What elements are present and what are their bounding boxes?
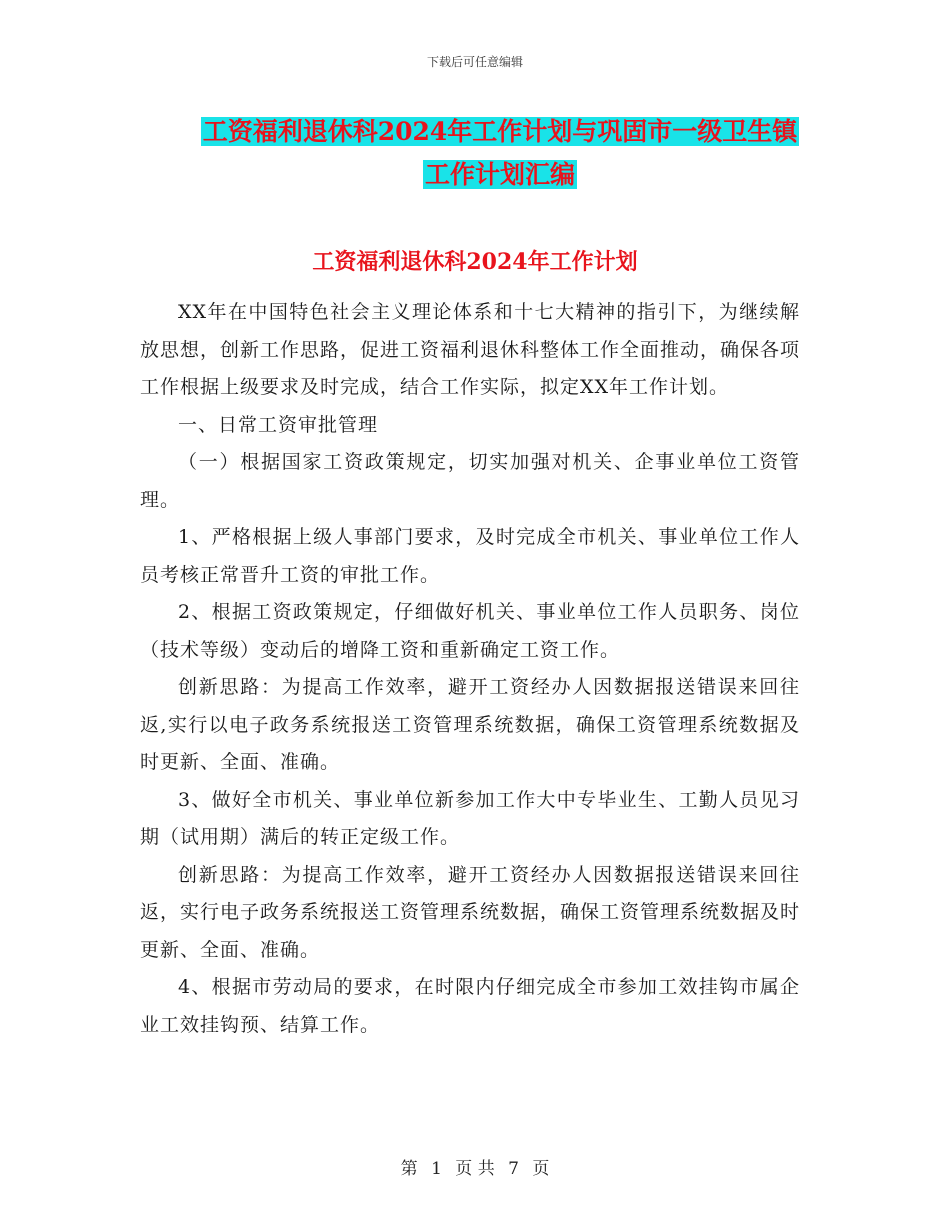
section-title: 工资福利退休科2024年工作计划	[312, 249, 638, 275]
footer-prefix: 第	[400, 1159, 418, 1179]
paragraph-item-3: 3、做好全市机关、事业单位新参加工作大中专毕业生、工勤人员见习期（试用期）满后的转正定级工作。	[140, 788, 800, 848]
footer-middle: 页 共	[455, 1159, 495, 1179]
page-footer	[0, 1154, 950, 1179]
paragraph-item-1: 1、严格根据上级人事部门要求，及时完成全市机关、事业单位工作人员考核正常晋升工资的审批工作。	[140, 526, 800, 586]
header-note: 下载后可任意编辑	[426, 55, 523, 69]
document-title	[140, 110, 860, 196]
subheading-policy: （一）根据国家工资政策规定，切实加强对机关、企事业单位工资管理。	[140, 451, 800, 511]
heading-daily-wage-approval: 一、日常工资审批管理	[178, 413, 379, 436]
document-title-line-2: 工作计划汇编	[424, 160, 575, 189]
footer-total-pages: 7	[508, 1159, 519, 1179]
paragraph-item-4: 4、根据市劳动局的要求，在时限内仔细完成全市参加工效挂钩市属企业工效挂钩预、结算工作。	[140, 976, 800, 1036]
document-title-line-1: 工资福利退休科2024年工作计划与巩固市一级卫生镇	[202, 117, 798, 146]
footer-page-number: 1	[431, 1159, 442, 1179]
paragraph-innovation-2: 创新思路：为提高工作效率，避开工资经办人因数据报送错误来回往返，实行电子政务系统报送工资管理系统数据，确保工资管理系统数据及时更新、全面、准确。	[140, 863, 801, 961]
paragraph-item-2: 2、根据工资政策规定，仔细做好机关、事业单位工作人员职务、岗位（技术等级）变动后的增降工资和重新确定工资工作。	[140, 601, 800, 661]
document-body	[140, 294, 800, 1044]
footer-suffix: 页	[532, 1159, 550, 1179]
paragraph-intro: XX年在中国特色社会主义理论体系和十七大精神的指引下，为继续解放思想，创新工作思路，促进工资福利退休科整体工作全面推动，确保各项工作根据上级要求及时完成，结合工作实际，拟定XX年工作计划。	[140, 301, 801, 398]
paragraph-innovation-1: 创新思路：为提高工作效率，避开工资经办人因数据报送错误来回往返,实行以电子政务系统报送工资管理系统数据，确保工资管理系统数据及时更新、全面、准确。	[140, 676, 800, 773]
